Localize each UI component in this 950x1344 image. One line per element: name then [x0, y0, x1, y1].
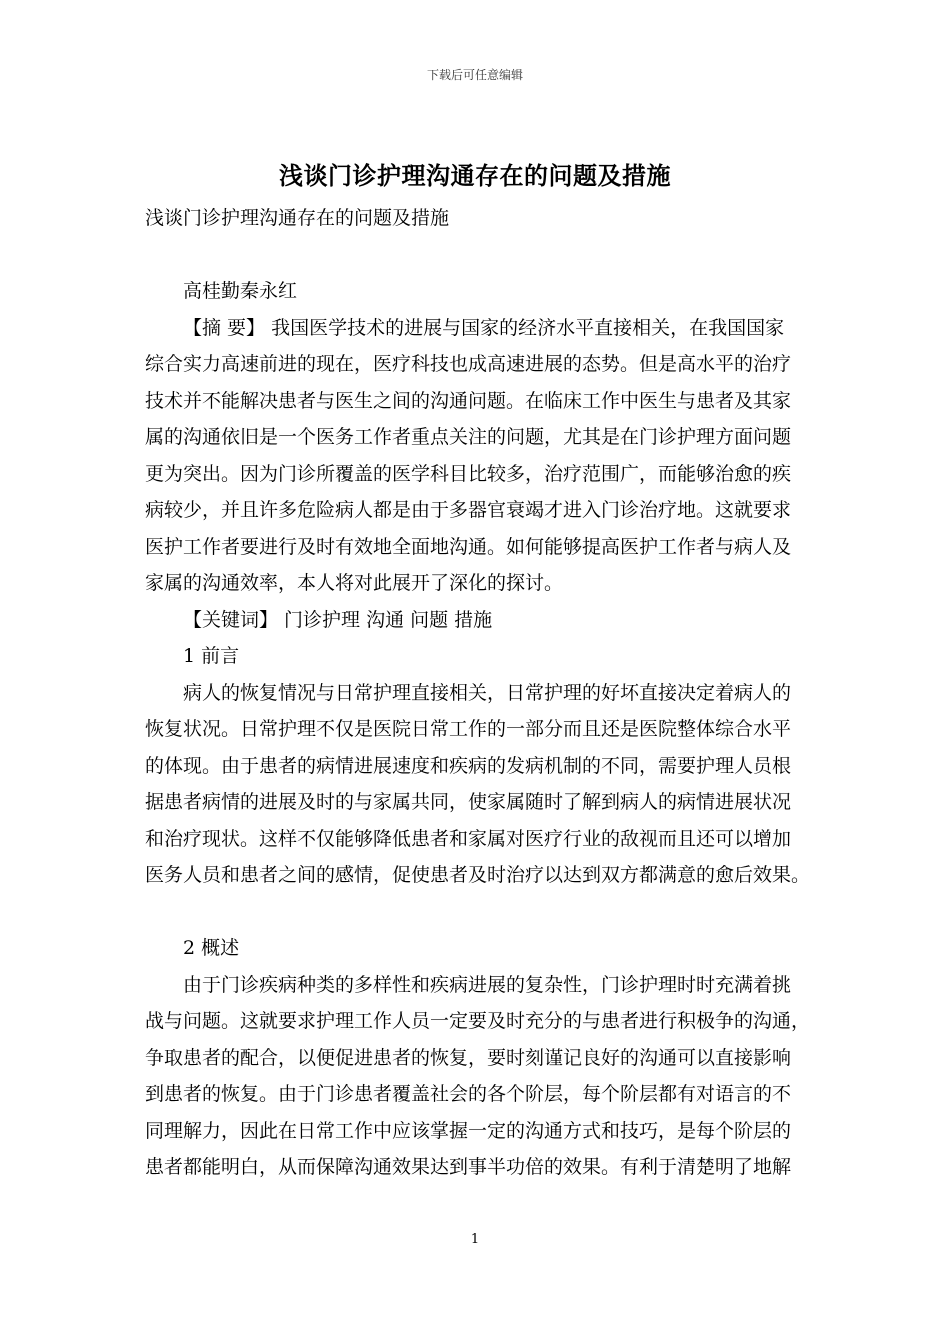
paragraph-line: 的体现。由于患者的病情进展速度和疾病的发病机制的不同，需要护理人员根: [145, 754, 792, 777]
paragraph-line: 病人的恢复情况与日常护理直接相关，日常护理的好坏直接决定着病人的: [183, 681, 792, 704]
section-1-paragraph: [145, 675, 810, 894]
page-header: 下载后可任意编辑: [426, 68, 523, 82]
paragraph-line: 同理解力，因此在日常工作中应该掌握一定的沟通方式和技巧，是每个阶层的: [145, 1119, 792, 1142]
blank-line: [145, 237, 810, 274]
abstract-line: 病较少，并且许多危险病人都是由于多器官衰竭才进入门诊治疗地。这就要求: [145, 499, 792, 521]
section-heading-1: 1 前言: [183, 645, 240, 667]
abstract-line: 属的沟通依旧是一个医务工作者重点关注的问题，尤其是在门诊护理方面问题: [145, 426, 792, 448]
blank-line: [145, 894, 810, 931]
paragraph-line: 战与问题。这就要求护理工作人员一定要及时充分的与患者进行积极争的沟通，: [145, 1010, 811, 1032]
authors: 高桂勤秦永红: [183, 280, 298, 302]
paragraph-line: 由于门诊疾病种类的多样性和疾病进展的复杂性，门诊护理时时充满着挑: [183, 973, 792, 996]
abstract-line: 家属的沟通效率，本人将对此展开了深化的探讨。: [145, 572, 564, 594]
paragraph-line: 恢复状况。日常护理不仅是医院日常工作的一部分而且还是医院整体综合水平: [145, 718, 792, 740]
document-title: 浅谈门诊护理沟通存在的问题及措施: [279, 161, 671, 190]
section-heading-2: 2 概述: [183, 937, 240, 959]
document-subtitle: 浅谈门诊护理沟通存在的问题及措施: [145, 207, 450, 229]
abstract: [145, 310, 810, 602]
abstract-line: 【摘 要】 我国医学技术的进展与国家的经济水平直接相关，在我国国家: [183, 316, 785, 339]
section-2-paragraph: [145, 967, 810, 1186]
page-number: 1: [470, 1232, 480, 1247]
document-body: [145, 200, 810, 1186]
abstract-line: 医护工作者要进行及时有效地全面地沟通。如何能够提高医护工作者与病人及: [145, 535, 792, 558]
paragraph-line: 到患者的恢复。由于门诊患者覆盖社会的各个阶层，每个阶层都有对语言的不: [145, 1083, 792, 1105]
paragraph-line: 据患者病情的进展及时的与家属共同，使家属随时了解到病人的病情进展状况: [145, 791, 792, 813]
paragraph-line: 患者都能明白，从而保障沟通效果达到事半功倍的效果。有利于清楚明了地解: [145, 1156, 792, 1178]
paragraph-line: 医务人员和患者之间的感情，促使患者及时治疗以达到双方都满意的愈后效果。: [145, 864, 811, 886]
abstract-line: 技术并不能解决患者与医生之间的沟通问题。在临床工作中医生与患者及其家: [145, 389, 792, 412]
keywords: 【关键词】 门诊护理 沟通 问题 措施: [183, 608, 493, 631]
abstract-line: 更为突出。因为门诊所覆盖的医学科目比较多，治疗范围广，而能够治愈的疾: [145, 462, 792, 485]
abstract-line: 综合实力高速前进的现在，医疗科技也成高速进展的态势。但是高水平的治疗: [145, 353, 792, 375]
paragraph-line: 和治疗现状。这样不仅能够降低患者和家属对医疗行业的敌视而且还可以增加: [145, 827, 792, 850]
paragraph-line: 争取患者的配合，以便促进患者的恢复，要时刻谨记良好的沟通可以直接影响: [145, 1046, 792, 1069]
